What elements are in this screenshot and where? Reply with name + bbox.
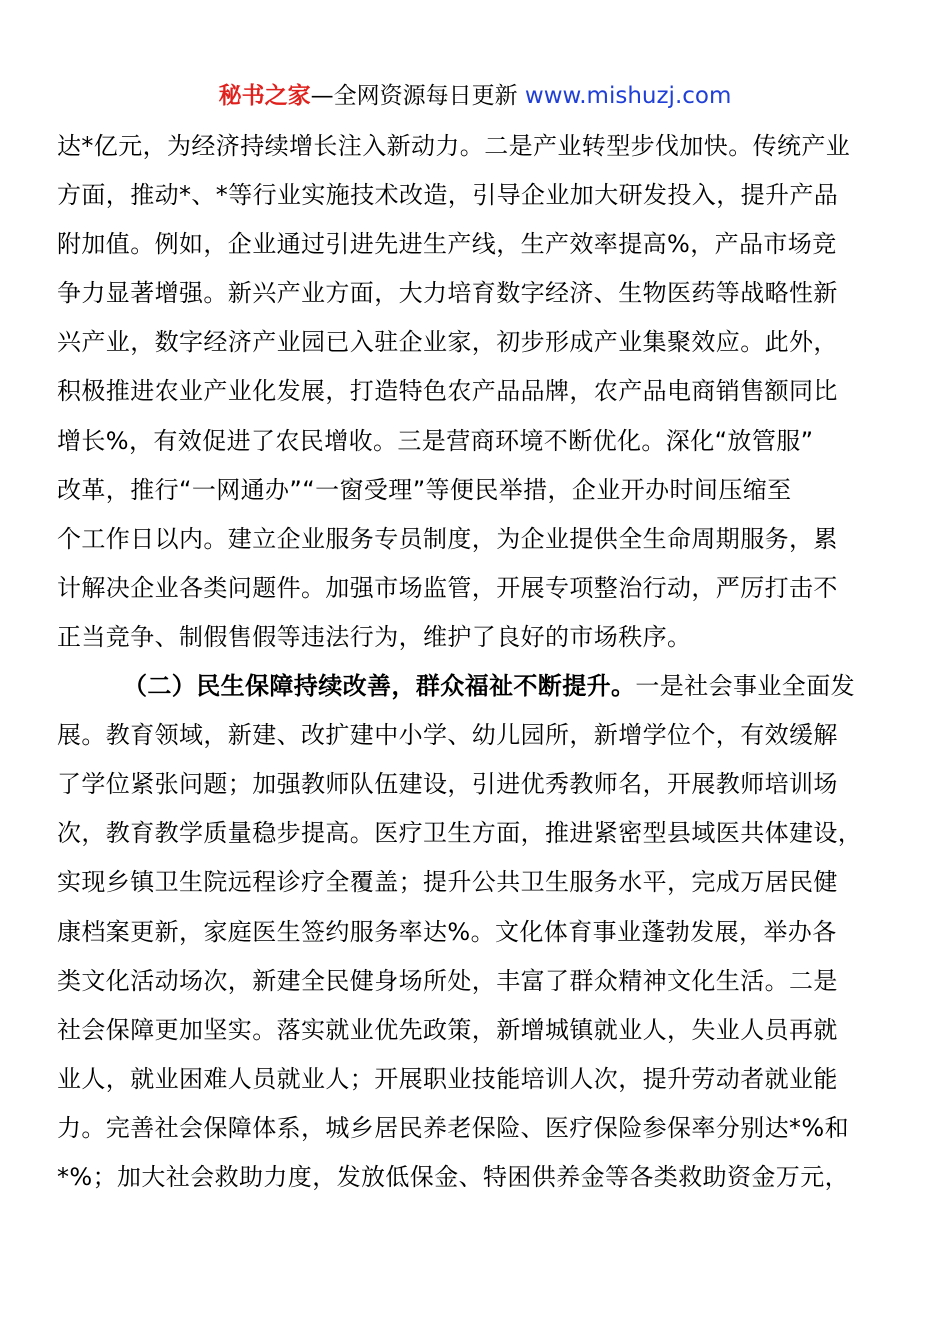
site-header bbox=[0, 80, 950, 112]
paragraph-line: 改革，推行“一网通办”“一窗受理”等便民举措，企业开办时间压缩至 bbox=[57, 475, 792, 504]
paragraph-line: 力。完善社会保障体系，城乡居民养老保险、医疗保险参保率分别达*%和 bbox=[57, 1113, 850, 1142]
paragraph-line: 达*亿元，为经济持续增长注入新动力。二是产业转型步伐加快。传统产业 bbox=[57, 132, 851, 160]
paragraph-line: *%；加大社会救助力度，发放低保金、特困供养金等各类救助资金万元， bbox=[57, 1162, 850, 1191]
section-heading-line bbox=[57, 666, 893, 715]
paragraph-line: 计解决企业各类问题件。加强市场监管，开展专项整治行动，严厉打击不 bbox=[57, 573, 838, 602]
paragraph-line: 类文化活动场次，新建全民健身场所处，丰富了群众精神文化生活。二是 bbox=[57, 966, 838, 995]
paragraph-line: 个工作日以内。建立企业服务专员制度，为企业提供全生命周期服务，累 bbox=[57, 524, 838, 553]
paragraph-line: 康档案更新，家庭医生签约服务率达%。文化体育事业蓬勃发展，举办各 bbox=[57, 917, 837, 946]
paragraph-line: 方面，推动*、*等行业实施技术改造，引导企业加大研发投入，提升产品 bbox=[57, 181, 839, 210]
section-heading-continuation: 一是社会事业全面发 bbox=[635, 672, 856, 701]
site-brand: 秘书之家 bbox=[218, 83, 311, 109]
paragraph-line: 实现乡镇卫生院远程诊疗全覆盖；提升公共卫生服务水平，完成万居民健 bbox=[57, 868, 838, 897]
paragraph-line: 争力显著增强。新兴产业方面，大力培育数字经济、生物医药等战略性新 bbox=[57, 279, 838, 308]
paragraph-line: 兴产业，数字经济产业园已入驻企业家，初步形成产业集聚效应。此外， bbox=[57, 328, 838, 357]
paragraph-line: 了学位紧张问题；加强教师队伍建设，引进优秀教师名，开展教师培训场 bbox=[57, 770, 838, 799]
paragraph-line: 积极推进农业产业化发展，打造特色农产品品牌，农产品电商销售额同比 bbox=[57, 377, 838, 406]
paragraph-line: 正当竞争、制假售假等违法行为，维护了良好的市场秩序。 bbox=[57, 622, 692, 651]
paragraph-line: 增长%，有效促进了农民增收。三是营商环境不断优化。深化“放管服” bbox=[57, 426, 814, 455]
section-heading: （二）民生保障持续改善，群众福祉不断提升。 bbox=[123, 672, 636, 701]
paragraph-line: 附加值。例如，企业通过引进先进生产线，生产效率提高%，产品市场竞 bbox=[57, 230, 837, 259]
paragraph-line: 展。教育领域，新建、改扩建中小学、幼儿园所，新增学位个，有效缓解 bbox=[57, 721, 838, 750]
site-url[interactable]: www.mishuzj.com bbox=[524, 83, 732, 109]
paragraph-line: 业人，就业困难人员就业人；开展职业技能培训人次，提升劳动者就业能 bbox=[57, 1064, 838, 1093]
site-tagline: —全网资源每日更新 bbox=[310, 83, 525, 109]
document-body bbox=[57, 126, 893, 1206]
paragraph-line: 次，教育教学质量稳步提高。医疗卫生方面，推进紧密型县域医共体建设， bbox=[57, 819, 863, 848]
paragraph-line: 社会保障更加坚实。落实就业优先政策，新增城镇就业人，失业人员再就 bbox=[57, 1015, 838, 1044]
